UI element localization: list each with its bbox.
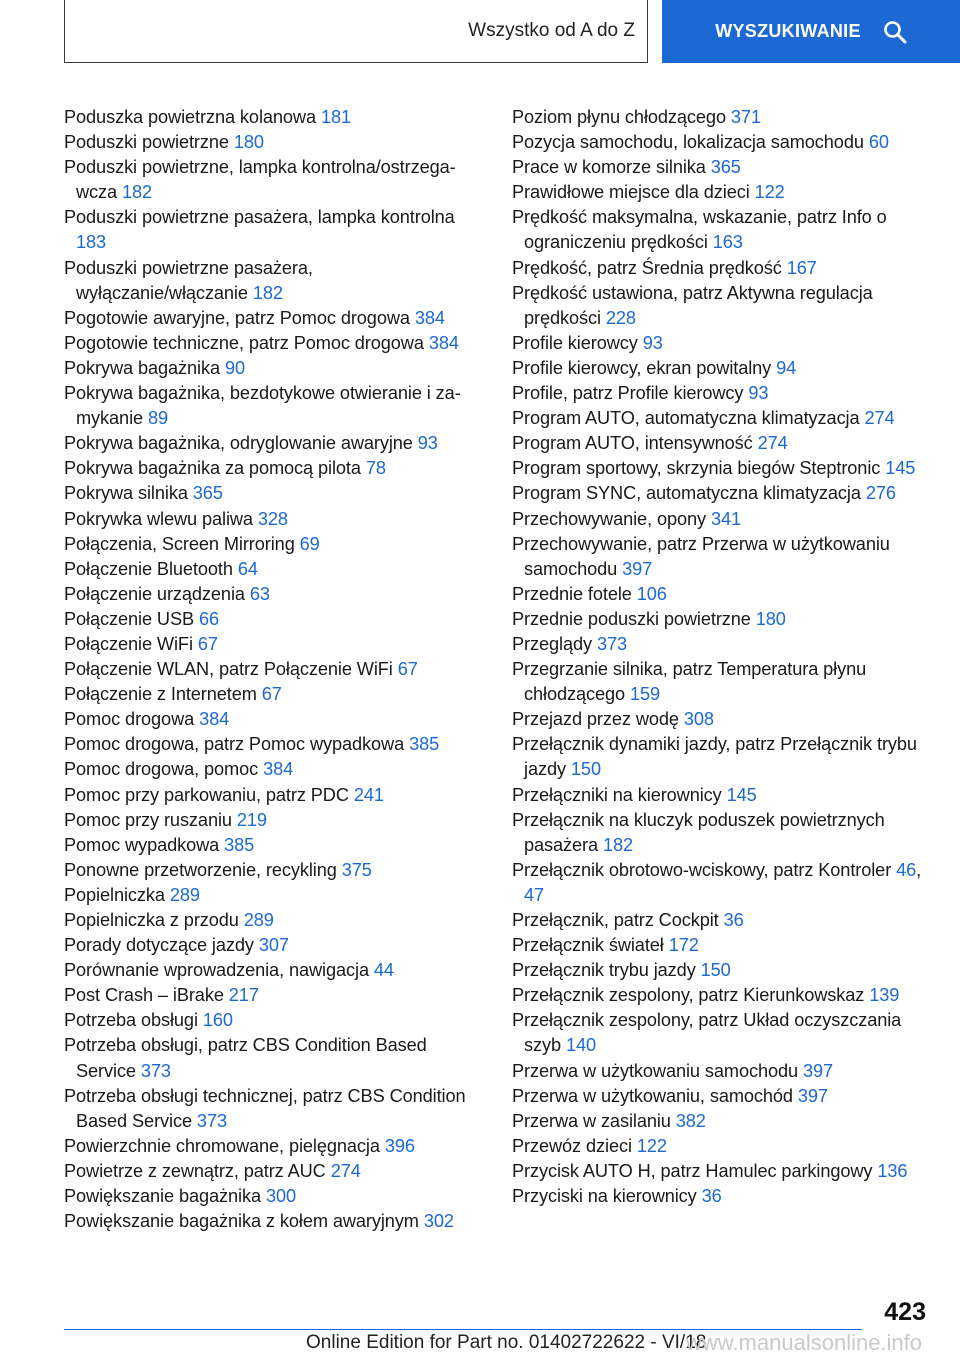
index-entry	[512, 1109, 932, 1134]
page-link[interactable]: 274	[757, 433, 788, 454]
index-entry	[512, 507, 932, 532]
page-link[interactable]: 183	[76, 232, 107, 253]
index-entry-term: Pokrywa bagażnika	[64, 357, 221, 378]
index-entry-term: Profile kierowcy, ekran powitalny	[512, 357, 772, 378]
page-link[interactable]: 384	[199, 709, 230, 730]
page-link[interactable]: 136	[877, 1160, 908, 1181]
page-link[interactable]: 217	[228, 985, 259, 1006]
index-entry-term: Profile kierowcy	[512, 332, 638, 353]
index-entry-term: Post Crash – iBrake	[64, 985, 224, 1006]
page-link[interactable]: 36	[723, 910, 744, 930]
page-link[interactable]: 182	[602, 834, 634, 855]
index-entry	[512, 256, 932, 281]
index-entry-term: Prędkość ustawiona, patrz Aktywna regulacja prędkości	[512, 282, 873, 328]
index-entry	[64, 130, 484, 155]
index-entry	[512, 732, 932, 782]
page-link[interactable]: 93	[417, 433, 438, 454]
page-link[interactable]: 145	[885, 458, 916, 479]
index-entry-term: Pomoc drogowa	[64, 709, 195, 730]
index-entry	[512, 331, 932, 356]
index-entry	[512, 130, 932, 155]
page-link[interactable]: 60	[868, 132, 889, 153]
index-entry	[512, 582, 932, 607]
index-entry-term: Przełącznik, patrz Cockpit	[512, 910, 719, 930]
page-link[interactable]: 69	[299, 533, 320, 554]
index-entry-term: Powierzchnie chromowane, pielęgnacja	[64, 1135, 380, 1156]
page-link[interactable]: 180	[755, 608, 786, 629]
page-link[interactable]: 241	[353, 784, 384, 805]
index-entry	[512, 933, 932, 958]
page-link[interactable]: 373	[596, 633, 627, 654]
index-entry	[512, 406, 932, 431]
page-link[interactable]: 384	[263, 759, 294, 780]
index-entry-term: Pomoc przy ruszaniu	[64, 809, 232, 830]
index-entry-term: Przejazd przez wodę	[512, 709, 679, 730]
page-link[interactable]: 371	[730, 107, 761, 127]
index-entry	[512, 983, 932, 1008]
page-link[interactable]: 228	[605, 307, 636, 328]
page-link[interactable]: 93	[642, 332, 663, 353]
index-entry-term: Przeglądy	[512, 633, 592, 654]
index-entry	[64, 707, 484, 732]
index-entry-term: Poduszki powietrzne pasażera, lampka kontrolna	[64, 207, 455, 228]
page-link[interactable]: 67	[197, 633, 218, 654]
index-entry	[64, 1033, 484, 1083]
index-entry-term: Poduszki powietrzne, lampka kontrolna/ostrzegawcza	[64, 157, 456, 203]
index-entry-term: Powiększanie bagażnika z kołem awaryjnym	[64, 1211, 419, 1232]
index-entry-term: Prędkość, patrz Średnia prędkość	[512, 257, 782, 278]
index-entry-term: Powiększanie bagażnika	[64, 1186, 261, 1207]
nav-tab-a-to-z[interactable]	[64, 0, 648, 63]
index-entry-term: Połączenia, Screen Mirroring	[64, 533, 295, 554]
index-entry-term: Przechowywanie, opony	[512, 508, 707, 529]
page-link[interactable]: 106	[636, 583, 667, 604]
index-entry	[64, 456, 484, 481]
index-entry	[64, 958, 484, 983]
index-entry	[512, 180, 932, 205]
page-link[interactable]: 302	[423, 1211, 454, 1232]
page-link[interactable]: 150	[700, 960, 731, 981]
index-entry-term: Prawidłowe miejsce dla dzieci	[512, 182, 750, 203]
index-entry-term: Program SYNC, automatyczna klimatyzacja	[512, 483, 861, 504]
page-link[interactable]: 180	[233, 132, 264, 153]
index-entry-term: Program AUTO, automatyczna klimatyzacja	[512, 408, 860, 429]
page-link[interactable]: 93	[748, 383, 769, 404]
index-entry-term: Potrzeba obsługi, patrz CBS Condition Based Service	[64, 1035, 427, 1081]
page-link[interactable]: 365	[192, 483, 223, 504]
index-entry-term: Połączenie WLAN, patrz Połączenie WiFi	[64, 659, 393, 680]
index-entry-term: Ponowne przetworzenie, recykling	[64, 859, 337, 880]
index-entry-term: Pokrywka wlewu paliwa	[64, 508, 253, 529]
index-entry	[512, 1134, 932, 1159]
index-entry: Przełącznik obrotowo-wciskowy, patrz Kontroler 46, 47	[512, 859, 922, 905]
index-entry	[64, 155, 484, 205]
index-entry	[64, 532, 484, 557]
index-entry-term: Przełącznik zespolony, patrz Układ oczyszczania szyb	[512, 1010, 902, 1056]
index-entry	[64, 381, 484, 431]
index-entry	[64, 256, 484, 306]
index-entry-term: Potrzeba obsługi technicznej, patrz CBS Condition Based Service	[64, 1085, 466, 1131]
page-link[interactable]: 384	[414, 307, 445, 328]
search-icon	[883, 20, 907, 44]
index-entry	[64, 1159, 484, 1184]
index-entry	[512, 281, 932, 331]
page-link[interactable]: 67	[261, 684, 282, 705]
footer-edition: Online Edition for Part no. 01402722622 - VI/18	[306, 1332, 707, 1353]
index-entry-term: Przechowywanie, patrz Przerwa w użytkowaniu samochodu	[512, 533, 890, 579]
index-entry-term: Poduszki powietrzne pasażera, wyłączanie/włączanie	[64, 257, 313, 303]
index-entry-term: Przełącznik obrotowo-wciskowy, patrz Kontroler	[512, 859, 892, 880]
page-link[interactable]: 47	[524, 884, 545, 905]
index-entry-term: Pokrywa silnika	[64, 483, 188, 504]
index-entry-term: Przełącznik świateł	[512, 935, 664, 956]
page-link[interactable]: 163	[712, 232, 743, 253]
index-entry-term: Prędkość maksymalna, wskazanie, patrz Info o ograniczeniu prędkości	[512, 207, 887, 253]
page-link[interactable]: 44	[373, 960, 394, 981]
index-entry	[512, 783, 932, 808]
page-link[interactable]: 384	[428, 332, 459, 353]
index-entry	[64, 205, 484, 255]
index-entry	[512, 481, 932, 506]
index-entry	[512, 205, 932, 255]
index-entry	[64, 808, 484, 833]
index-entry-term: Przyciski na kierownicy	[512, 1186, 697, 1207]
index-entry	[64, 657, 484, 682]
index-entry-term: Porady dotyczące jazdy	[64, 935, 254, 956]
page-link[interactable]: 172	[668, 935, 699, 956]
page-link[interactable]: 308	[683, 709, 714, 730]
index-entry	[512, 1084, 932, 1109]
index-entry-term: Połączenie urządzenia	[64, 583, 245, 604]
index-entry	[64, 331, 484, 356]
page-link[interactable]: 150	[570, 759, 601, 780]
index-entry-term: Przerwa w użytkowaniu samochodu	[512, 1060, 799, 1081]
page-link[interactable]: 373	[140, 1060, 171, 1081]
page-link[interactable]: 396	[384, 1135, 415, 1156]
index-entry	[512, 808, 932, 858]
index-entry	[512, 958, 932, 983]
page-link[interactable]: 276	[865, 483, 896, 504]
page-link[interactable]: 328	[257, 508, 288, 529]
page-link[interactable]: 94	[776, 357, 797, 378]
index-column-left	[64, 105, 484, 1234]
page-link[interactable]: 181	[320, 107, 351, 127]
index-entry-term: Połączenie WiFi	[64, 633, 193, 654]
index-entry-term: Przednie poduszki powietrzne	[512, 608, 751, 629]
index-entry-term: Pomoc wypadkowa	[64, 834, 220, 855]
page-link[interactable]: 122	[754, 182, 785, 203]
page-link[interactable]: 145	[726, 784, 757, 805]
index-entry-term: Połączenie Bluetooth	[64, 558, 233, 579]
page-link[interactable]: 341	[710, 508, 742, 529]
index-entry-term: Przewóz dzieci	[512, 1135, 632, 1156]
index-entry	[512, 105, 932, 130]
page-link[interactable]: 373	[196, 1110, 227, 1131]
index-entry-term: Przełącznik trybu jazdy	[512, 960, 696, 981]
index-entry-term: Połączenie USB	[64, 608, 195, 629]
index-entry-term: Potrzeba obsługi	[64, 1010, 198, 1031]
index-entry-term: Popielniczka z przodu	[64, 910, 239, 930]
index-entry-term: Pogotowie awaryjne, patrz Pomoc drogowa	[64, 307, 410, 328]
index-entry-term: Przełącznik na kluczyk poduszek powietrznych pasażera	[512, 809, 885, 855]
index-entry-term: Przełącznik zespolony, patrz Kierunkowskaz	[512, 985, 865, 1006]
index-entry	[64, 908, 484, 933]
index-entry	[64, 431, 484, 456]
index-entry	[64, 1084, 484, 1134]
page-link[interactable]: 397	[802, 1060, 834, 1081]
page-link[interactable]: 182	[252, 282, 283, 303]
watermark: www.manualsonline.info	[686, 1330, 923, 1355]
index-entry	[64, 356, 484, 381]
page-link[interactable]: 64	[237, 558, 258, 579]
page-link[interactable]: 78	[365, 458, 386, 479]
index-entry	[64, 783, 484, 808]
page-link[interactable]: 397	[622, 558, 653, 579]
index-entry-term: Pozycja samochodu, lokalizacja samochodu	[512, 132, 864, 153]
page-link[interactable]: 182	[122, 182, 153, 203]
page-link[interactable]: 219	[236, 809, 267, 830]
search-button-label: WYSZUKIWANIE	[715, 21, 861, 41]
index-entry	[512, 356, 932, 381]
index-entry	[64, 632, 484, 657]
index-entry-term: Pomoc drogowa, pomoc	[64, 759, 259, 780]
page-link[interactable]: 385	[224, 834, 255, 855]
index-entry-term: Pomoc drogowa, patrz Pomoc wypadkowa	[64, 734, 405, 755]
index-entry-term: Popielniczka	[64, 884, 165, 905]
index-entry	[64, 481, 484, 506]
index-entry-term: Przerwa w użytkowaniu, samochód	[512, 1085, 793, 1106]
page-link[interactable]: 274	[864, 408, 895, 429]
index-entry	[64, 858, 484, 883]
index-entry-term: Profile, patrz Profile kierowcy	[512, 383, 744, 404]
index-entry	[512, 456, 932, 481]
index-entry	[512, 1059, 932, 1084]
index-entry-term: Pokrywa bagażnika, odryglowanie awaryjne	[64, 433, 413, 454]
page-link[interactable]: 382	[675, 1110, 706, 1131]
index-entry-term: Przełącznik dynamiki jazdy, patrz Przełącznik trybu jazdy	[512, 734, 917, 780]
page-link[interactable]: 385	[409, 734, 440, 755]
page-link[interactable]: 289	[169, 884, 200, 905]
index-entry	[512, 155, 932, 180]
page-link[interactable]: 67	[397, 659, 418, 680]
index-entry	[512, 707, 932, 732]
page-link[interactable]: 375	[341, 859, 372, 880]
index-entry	[512, 657, 932, 707]
page-link[interactable]: 89	[147, 408, 169, 429]
page-link[interactable]: 160	[202, 1010, 233, 1031]
index-entry-term: Prace w komorze silnika	[512, 157, 706, 178]
page-link[interactable]: 63	[249, 583, 270, 604]
index-entry-term: Powietrze z zewnątrz, patrz AUC	[64, 1160, 326, 1181]
page-link[interactable]: 289	[243, 910, 274, 930]
index-entry	[512, 381, 932, 406]
index-entry	[64, 105, 484, 130]
index-entry	[64, 1134, 484, 1159]
index-entry-term: Przełączniki na kierownicy	[512, 784, 722, 805]
page-link[interactable]: 365	[710, 157, 741, 178]
page-link[interactable]: 46	[896, 859, 917, 880]
index-entry	[512, 908, 932, 933]
page-link[interactable]: 300	[265, 1186, 296, 1207]
index-entry	[512, 1159, 932, 1184]
index-entry-term: Przegrzanie silnika, patrz Temperatura płynu chłodzącego	[512, 659, 867, 705]
page-link[interactable]: 140	[565, 1035, 596, 1056]
index-entry-term: Poziom płynu chłodzącego	[512, 107, 726, 127]
index-entry	[64, 507, 484, 532]
page-link[interactable]: 122	[636, 1135, 667, 1156]
page-link[interactable]: 36	[701, 1186, 722, 1207]
index-entry-term: Poduszki powietrzne	[64, 132, 229, 153]
index-entry	[64, 1008, 484, 1033]
index-entry	[64, 833, 484, 858]
index-entry	[64, 757, 484, 782]
index-entry-term: Pomoc przy parkowaniu, patrz PDC	[64, 784, 349, 805]
index-entry	[64, 682, 484, 707]
index-entry	[512, 1184, 932, 1209]
index-entry-term: Porównanie wprowadzenia, nawigacja	[64, 960, 369, 981]
page-link[interactable]: 307	[258, 935, 289, 956]
index-entry-term: Program sportowy, skrzynia biegów Steptronic	[512, 458, 881, 479]
page-link[interactable]: 274	[330, 1160, 361, 1181]
index-entry	[64, 582, 484, 607]
index-column-right	[512, 105, 932, 1209]
page-link[interactable]: 66	[198, 608, 220, 629]
index-entry	[64, 1184, 484, 1209]
index-entry-term: Pokrywa bagażnika za pomocą pilota	[64, 458, 361, 479]
index-entry	[64, 1209, 484, 1234]
index-entry-term: Pogotowie techniczne, patrz Pomoc drogowa	[64, 332, 424, 353]
index-entry	[512, 632, 932, 657]
index-entry-term: Przycisk AUTO H, patrz Hamulec parkingowy	[512, 1160, 873, 1181]
index-entry-term: Pokrywa bagażnika, bezdotykowe otwieranie i zamykanie	[64, 383, 461, 429]
index-entry	[512, 1008, 932, 1058]
index-entry	[512, 607, 932, 632]
index-entry	[512, 532, 932, 582]
search-button[interactable]	[662, 0, 960, 63]
page-link[interactable]: 397	[797, 1085, 828, 1106]
index-entry	[64, 732, 484, 757]
index-entry	[64, 607, 484, 632]
page-link[interactable]: 139	[869, 985, 900, 1006]
page-number: 423	[884, 1298, 926, 1326]
index-entry	[64, 883, 484, 908]
nav-tab-label: Wszystko od A do Z	[468, 20, 635, 41]
page-link[interactable]: 167	[786, 257, 817, 278]
index-entry-term: Przerwa w zasilaniu	[512, 1110, 671, 1131]
index-entry	[64, 933, 484, 958]
page-link[interactable]: 90	[224, 357, 245, 378]
index-entry-term: Poduszka powietrzna kolanowa	[64, 107, 316, 127]
index-entry	[64, 983, 484, 1008]
index-entry	[512, 431, 932, 456]
index-entry	[64, 557, 484, 582]
index-entry-term: Połączenie z Internetem	[64, 684, 257, 705]
index-entry-term: Program AUTO, intensywność	[512, 433, 753, 454]
index-entry-term: Przednie fotele	[512, 583, 632, 604]
page-link[interactable]: 159	[629, 684, 661, 705]
index-entry	[64, 306, 484, 331]
